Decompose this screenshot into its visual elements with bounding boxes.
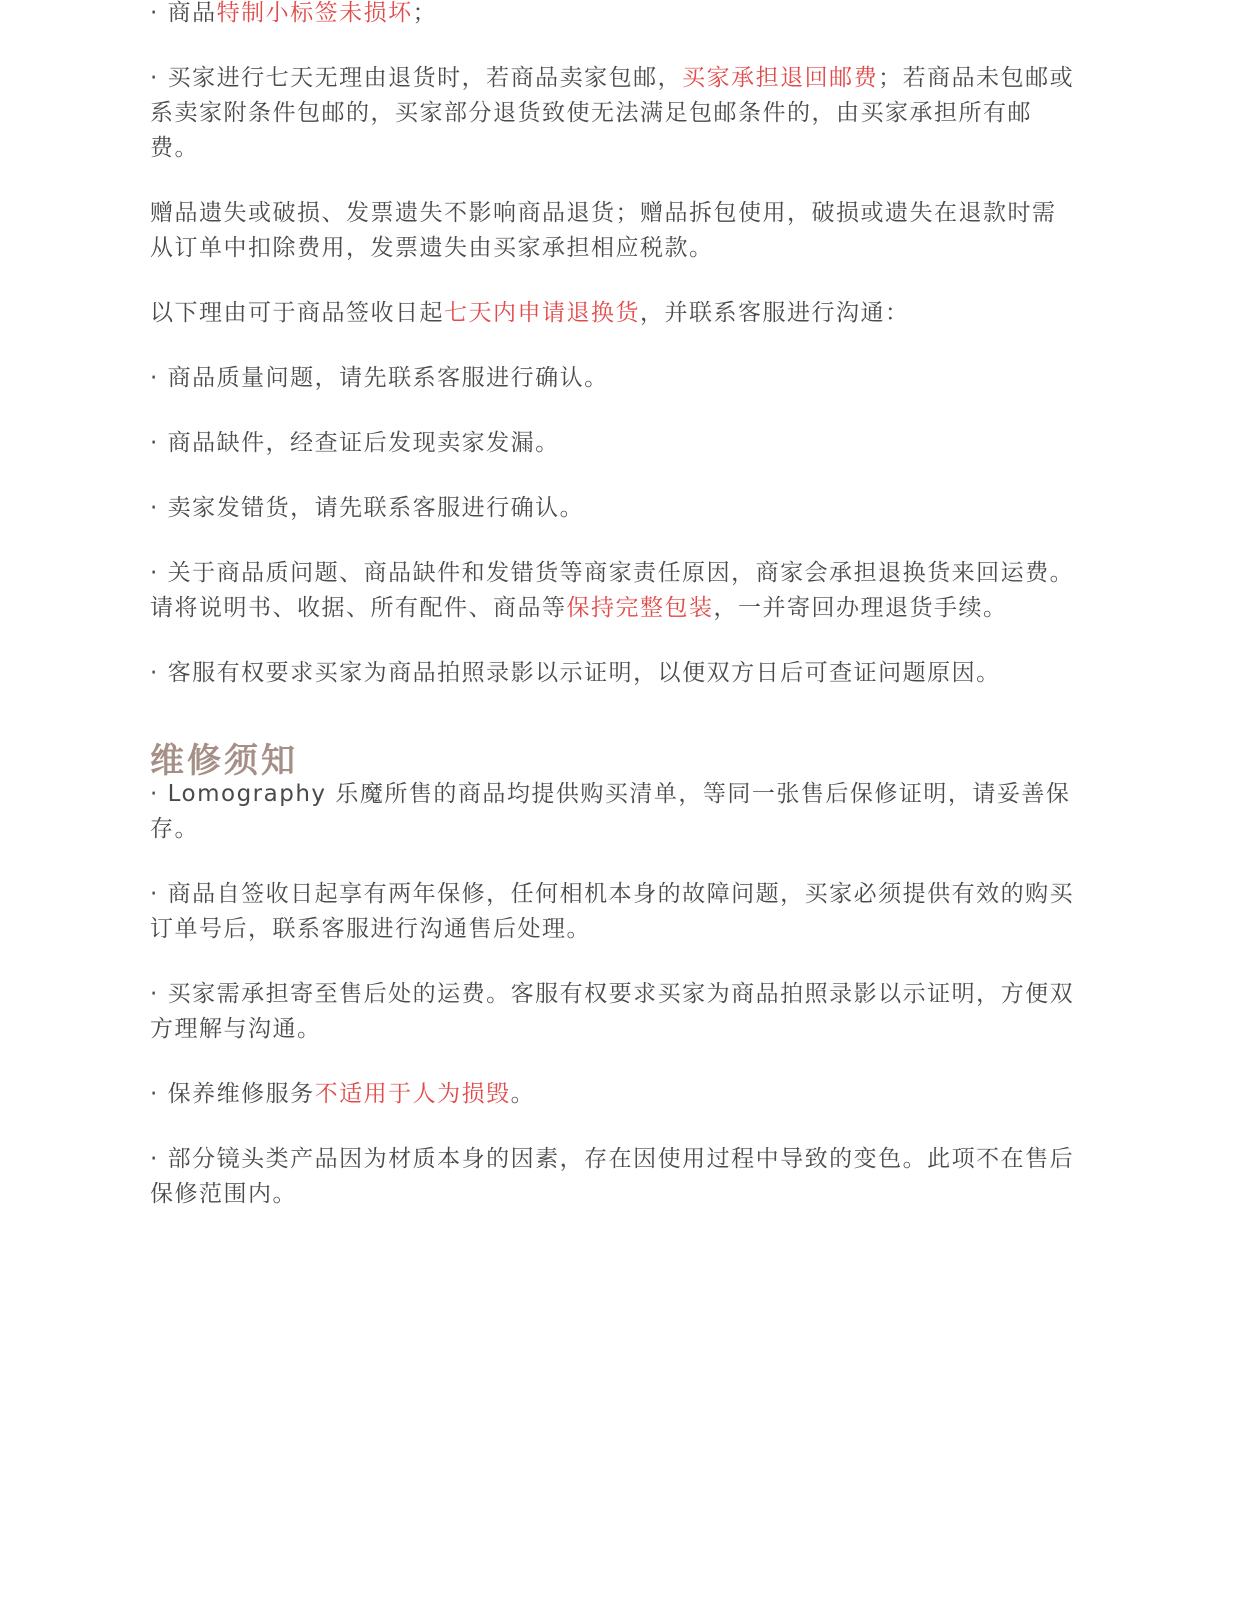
reason-quality-issue: · 商品质量问题，请先联系客服进行确认。 [150, 365, 609, 391]
text-segment: ，一并寄回办理退货手续。 [713, 595, 1008, 621]
text-segment: · 保养维修服务 [150, 1081, 315, 1107]
return-shipping-policy [150, 61, 1080, 166]
text-segment: · 买家进行七天无理由退货时，若商品卖家包邮， [150, 65, 683, 91]
text-segment: · 关于商品质问题、商品缺件和发错货等商家责任原因，商家会承担退换货来回运费。请将说明书、收据、所有配件、商品等 [150, 560, 1075, 621]
reason-wrong-item: · 卖家发错货，请先联系客服进行确认。 [150, 495, 585, 521]
highlight-text: 七天内申请退换货 [444, 300, 640, 326]
text-segment: 以下理由可于商品签收日起 [150, 300, 444, 326]
text-segment: 。 [510, 1081, 536, 1107]
repair-warranty-note: · 商品自签收日起享有两年保修，任何相机本身的故障问题，买家必须提供有效的购买订单号后，联系客服进行沟通售后处理。 [150, 881, 1075, 942]
repair-shipping-note: · 买家需承担寄至售后处的运费。客服有权要求买家为商品拍照录影以示证明，方便双方理解与沟通。 [150, 981, 1075, 1042]
text-segment: ；若商品未包邮或系卖家附条件包邮的，买家部分退货致使无法满足包邮条件的，由买家承担所有邮费。 [150, 65, 1075, 161]
repair-lens-discoloration-note: · 部分镜头类产品因为材质本身的因素，存在因使用过程中导致的变色。此项不在售后保修范围内。 [150, 1146, 1075, 1207]
gift-invoice-policy: 赠品遗失或破损、发票遗失不影响商品退货；赠品拆包使用，破损或遗失在退款时需从订单中扣除费用，发票遗失由买家承担相应税款。 [150, 200, 1057, 261]
repair-receipt-note: · Lomography 乐魔所售的商品均提供购买清单，等同一张售后保修证明，请妥善保存。 [150, 781, 1071, 842]
highlight-text: 买家承担退回邮费 [682, 65, 879, 91]
return-reasons-intro [150, 296, 1080, 331]
policy-document [150, 0, 1080, 1242]
highlight-text: 保持完整包装 [566, 595, 714, 621]
text-segment: · 商品 [150, 0, 217, 26]
repair-section-title: 维修须知 [150, 741, 298, 781]
evidence-policy: · 客服有权要求买家为商品拍照录影以示证明，以便双方日后可查证问题原因。 [150, 660, 1001, 686]
highlight-text: 特制小标签未损坏 [216, 0, 413, 26]
reason-missing-parts: · 商品缺件，经查证后发现卖家发漏。 [150, 430, 560, 456]
return-condition-label [150, 0, 1080, 31]
merchant-responsibility-policy [150, 556, 1080, 626]
highlight-text: 不适用于人为损毁 [314, 1081, 511, 1107]
text-segment: ； [412, 0, 438, 26]
text-segment: ，并联系客服进行沟通： [640, 300, 910, 326]
repair-exclusion-note [150, 1077, 1080, 1112]
